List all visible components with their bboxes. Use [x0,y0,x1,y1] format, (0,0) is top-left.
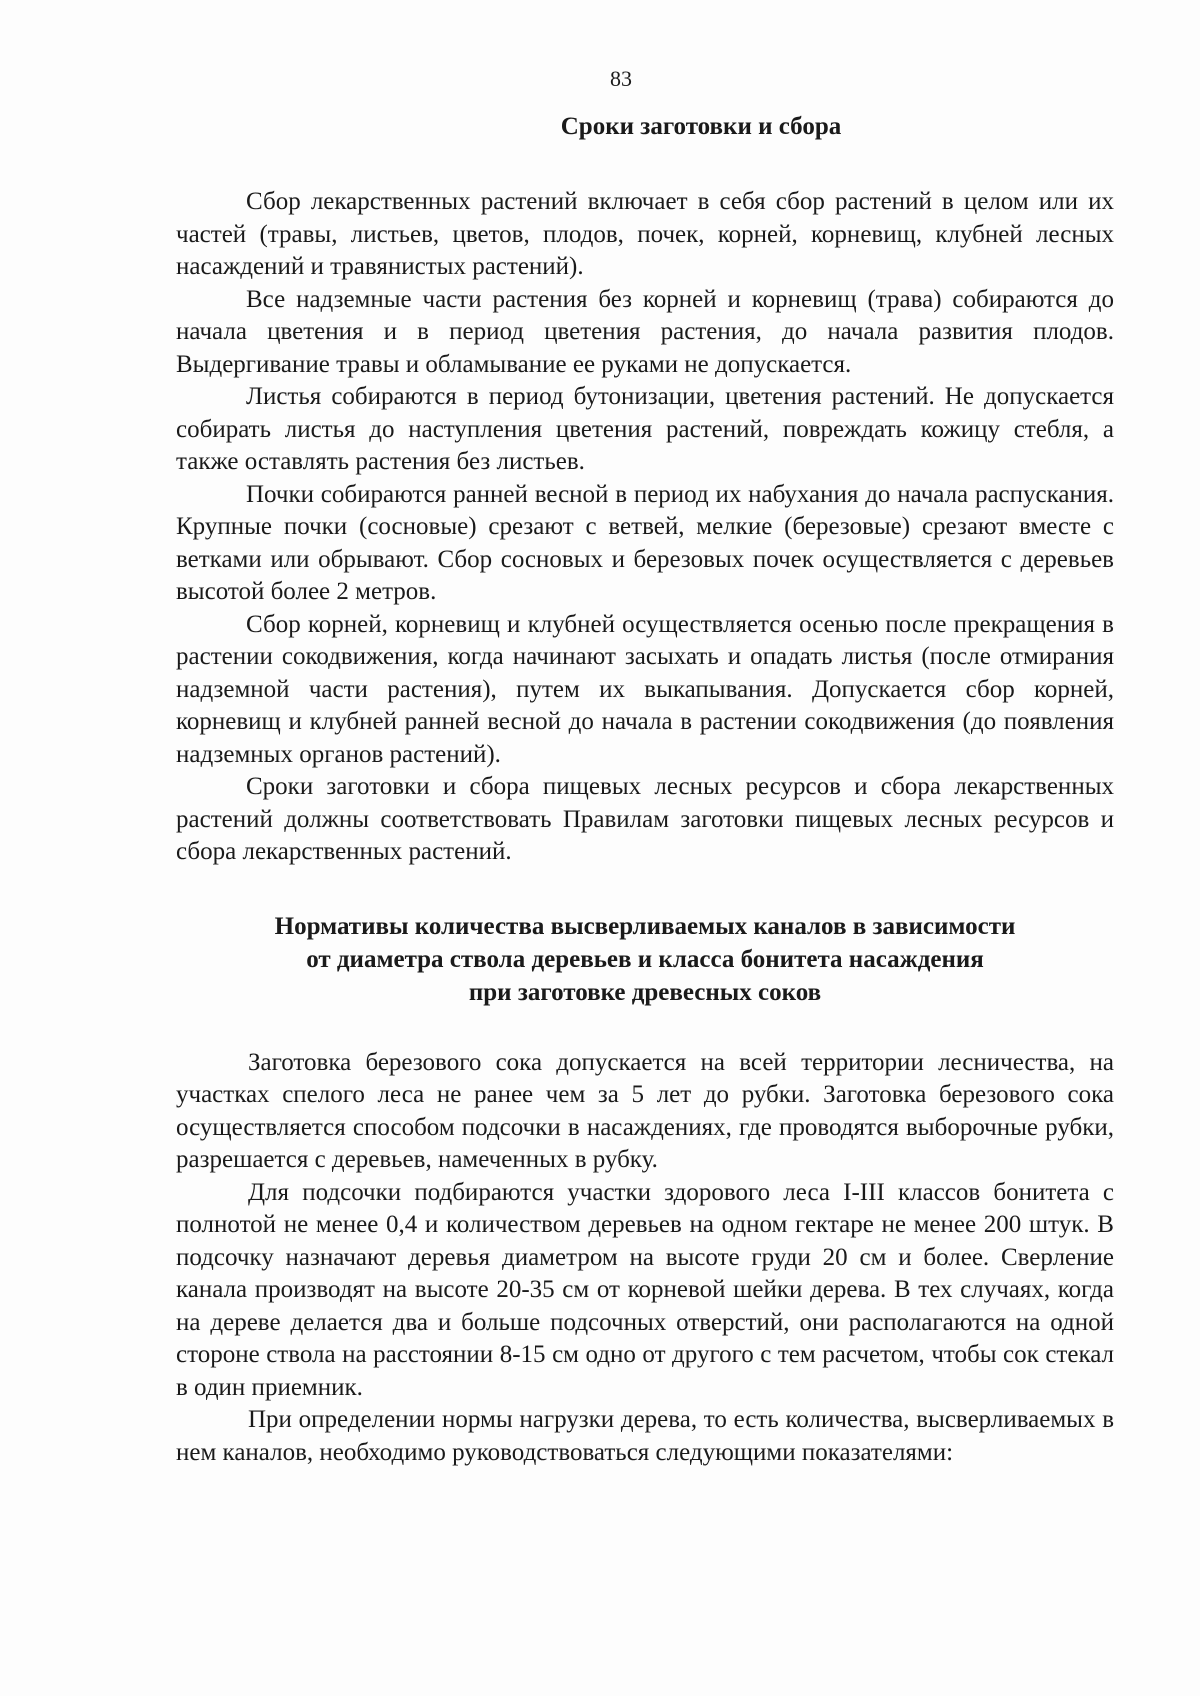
section-title [176,910,1114,1009]
paragraph: При определении нормы нагрузки дерева, то есть количества, высверливаемых в нем каналов, необходимо руководствоваться следующими показателями: [176,1406,1114,1466]
section-title-line: от диаметра ствола деревьев и класса бонитета насаждения [306,945,984,973]
page-content [176,110,1114,1469]
section-harvest-timing [176,110,1114,869]
section-title: Сроки заготовки и сбора [560,113,842,140]
paragraph: Все надземные части растения без корней и корневищ (трава) собираются до начала цветения и в период цветения растения, до начала развития плодов. Выдергивание травы и обламывание ее руками не допускается. [176,285,1114,378]
paragraph: Сбор корней, корневищ и клубней осуществляется осенью после прекращения в растении сокодвижения, когда начинают засыхать и опадать листья (после отмирания надземной части растения), путем их выкапывания. Допускается сбор корней, корневищ и клубней ранней весной до начала в растении сокодвижения (до появления надземных органов растений). [176,610,1114,768]
paragraph: Сбор лекарственных растений включает в себя сбор растений в целом или их частей (травы, листьев, цветов, плодов, почек, корней, корневищ, клубней лесных насаждений и травянистых растений). [176,188,1114,280]
page-number: 83 [610,66,632,91]
paragraph: Листья собираются в период бутонизации, цветения растений. Не допускается собирать листья до наступления цветения растений, повреждать кожицу стебля, а также оставлять растения без листьев. [176,383,1114,475]
section-title-line: при заготовке древесных соков [468,978,822,1006]
section-title-line: Нормативы количества высверливаемых каналов в зависимости [274,912,1016,940]
paragraph: Для подсочки подбираются участки здорового леса I-III классов бонитета с полнотой не менее 0,4 и количеством деревьев на одном гектаре не менее 200 штук. В подсочку назначают деревья диаметром на высоте груди 20 см и более. Сверление канала производят на высоте 20-35 см от корневой шейки дерева. В тех случаях, когда на дереве делается два и больше подсочных отверстий, они располагаются на одной стороне ствола на расстоянии 8-15 см одно от другого с тем расчетом, чтобы сок стекал в один приемник. [176,1178,1114,1401]
paragraph: Сроки заготовки и сбора пищевых лесных ресурсов и сбора лекарственных растений должны соответствовать Правилам заготовки пищевых лесных ресурсов и сбора лекарственных растений. [176,773,1114,865]
paragraph: Заготовка березового сока допускается на всей территории лесничества, на участках спелого леса не ранее чем за 5 лет до рубки. Заготовка березового сока осуществляется способом подсочки в насаждениях, где проводятся выборочные рубки, разрешается с деревьев, намеченных в рубку. [176,1048,1114,1173]
paragraph: Почки собираются ранней весной в период их набухания до начала распускания. Крупные почки (сосновые) срезают с ветвей, мелкие (березовые) срезают вместе с ветками или обрывают. Сбор сосновых и березовых почек осуществляется с деревьев высотой более 2 метров. [176,480,1114,605]
section-sap-channels [176,910,1114,1470]
